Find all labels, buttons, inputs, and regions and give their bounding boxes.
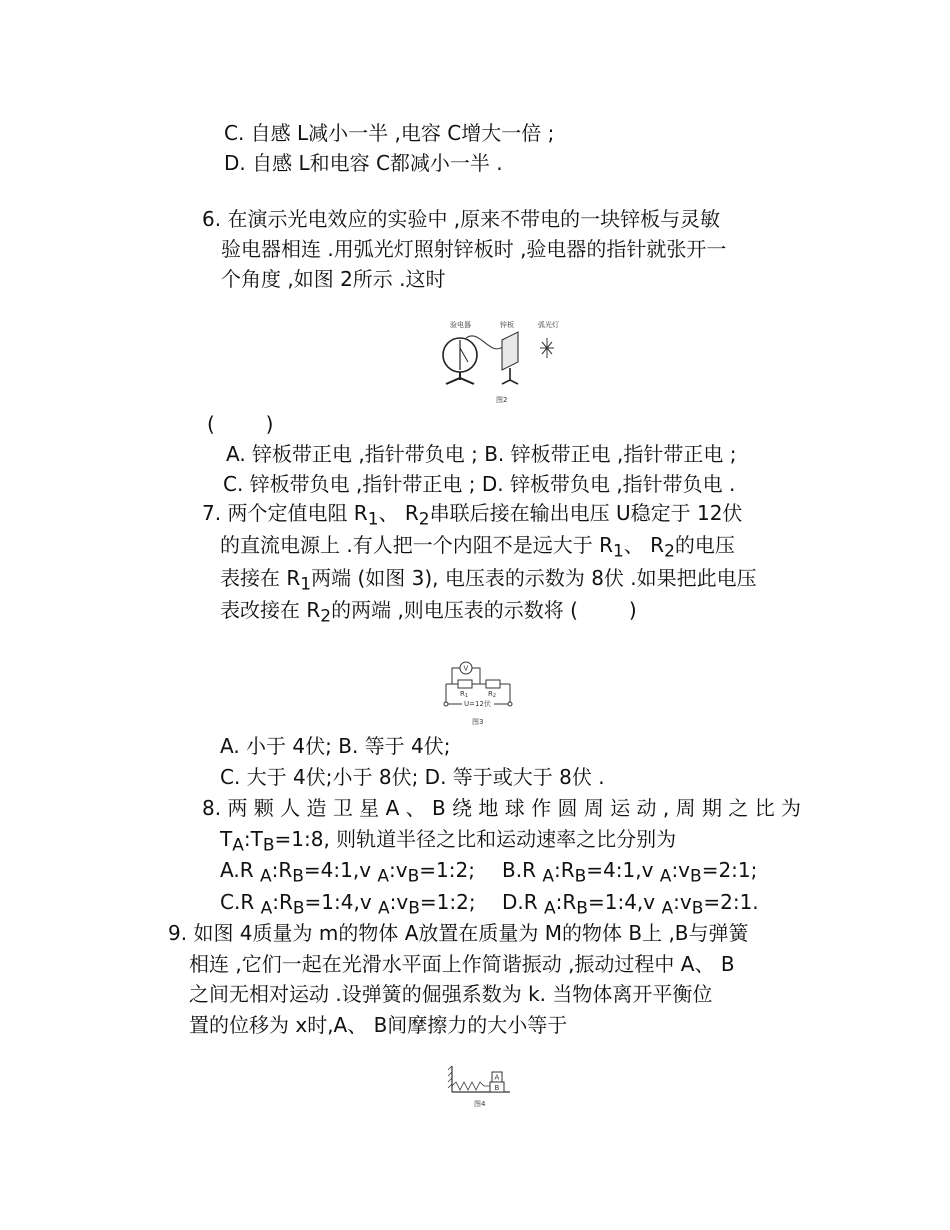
q6-answer-paren: ( ) <box>207 412 274 436</box>
spring-icon <box>452 1082 490 1090</box>
q8-option-d: D.R $_A:R_B=1:4,v$ $_A:v_B=2:1$. <box>502 890 759 919</box>
fig2-caption: 图2 <box>496 396 508 404</box>
q8-line-1: 8. 两 颗 人 造 卫 星 A 、 B 绕 地 球 作 圆 周 运 动 , 周 期 之 比 为 <box>202 796 802 820</box>
fig3-r1-label: R1 <box>460 690 469 699</box>
q6-line-3: 个角度 ,如图 2所示 .这时 <box>221 267 446 291</box>
q9-line-4: 置的位移为 x时,A、 B间摩擦力的大小等于 <box>189 1013 568 1037</box>
electroscope-icon <box>443 338 477 384</box>
resistor-r2-icon <box>486 680 500 688</box>
q6-options-ab: A. 锌板带正电 ,指针带负电 ; B. 锌板带正电 ,指针带正电 ; <box>226 442 737 466</box>
fig2-zinc-label: 锌板 <box>500 321 514 329</box>
fig4-caption: 图4 <box>474 1100 486 1108</box>
q7-line-4: 表改接在 $R_2$的两端 ,则电压表的示数将 ( ) <box>220 598 637 627</box>
q8-option-c: C.R $_A:R_B=1:4,v$ $_A:v_B=1:2$; <box>220 890 476 919</box>
q7-options-ab: A. 小于 4伏; B. 等于 4伏; <box>220 734 451 758</box>
q8-line-2: $T_A:T_B=1:8$, 则轨道半径之比和运动速率之比分别为 <box>220 827 677 856</box>
fig2-electroscope-label: 验电器 <box>450 321 471 329</box>
resistor-r1-icon <box>458 680 472 688</box>
fig4-a-label: A <box>494 1073 500 1082</box>
q7-line-1: 7. 两个定值电阻 $R_1$、 $R_2$串联后接在输出电压 U稳定于 12伏 <box>202 501 743 530</box>
figure-2-photoelectric <box>430 318 580 406</box>
q7-options-cd: C. 大于 4伏;小于 8伏; D. 等于或大于 8伏 . <box>220 765 605 789</box>
q5-option-d: D. 自感 L和电容 C都减小一半 . <box>224 151 503 175</box>
wall-hatch-icon <box>448 1066 452 1088</box>
fig4-b-label: B <box>494 1084 500 1092</box>
zinc-plate-icon <box>502 332 518 384</box>
q6-line-1: 6. 在演示光电效应的实验中 ,原来不带电的一块锌板与灵敏 <box>202 207 721 231</box>
q6-options-cd: C. 锌板带负电 ,指针带正电 ; D. 锌板带负电 ,指针带负电 . <box>223 472 736 496</box>
fig2-lamp-label: 弧光灯 <box>538 321 559 329</box>
q7-line-2: 的直流电源上 .有人把一个内阻不是远大于 $R_1$、 $R_2$的电压 <box>220 533 735 562</box>
fig3-r2-label: R2 <box>488 690 497 699</box>
q8-option-a: A.R $_A:R_B=4:1,v$ $_A:v_B=1:2$; <box>220 858 475 887</box>
q9-line-2: 相连 ,它们一起在光滑水平面上作简谐振动 ,振动过程中 A、 B <box>189 952 735 976</box>
q6-line-2: 验电器相连 .用弧光灯照射锌板时 ,验电器的指针就张开一 <box>221 237 727 261</box>
q5-option-c: C. 自感 L减小一半 ,电容 C增大一倍 ; <box>224 121 555 145</box>
fig3-v-label: V <box>463 664 469 673</box>
q8-option-b: B.R $_A:R_B=4:1,v$ $_A:v_B=2:1$; <box>502 858 758 887</box>
figure-3-circuit <box>438 654 518 728</box>
fig3-caption: 图3 <box>472 718 484 726</box>
q7-line-3: 表接在 $R_1$两端 (如图 3), 电压表的示数为 8伏 .如果把此电压 <box>220 566 757 595</box>
arc-lamp-icon <box>540 338 554 358</box>
q9-line-1: 9. 如图 4质量为 m的物体 A放置在质量为 M的物体 B上 ,B与弹簧 <box>168 921 749 945</box>
q9-line-3: 之间无相对运动 .设弹簧的倔强系数为 k. 当物体离开平衡位 <box>189 982 713 1006</box>
figure-4-spring-blocks <box>446 1062 516 1110</box>
fig3-u-label: U=12伏 <box>464 700 491 708</box>
